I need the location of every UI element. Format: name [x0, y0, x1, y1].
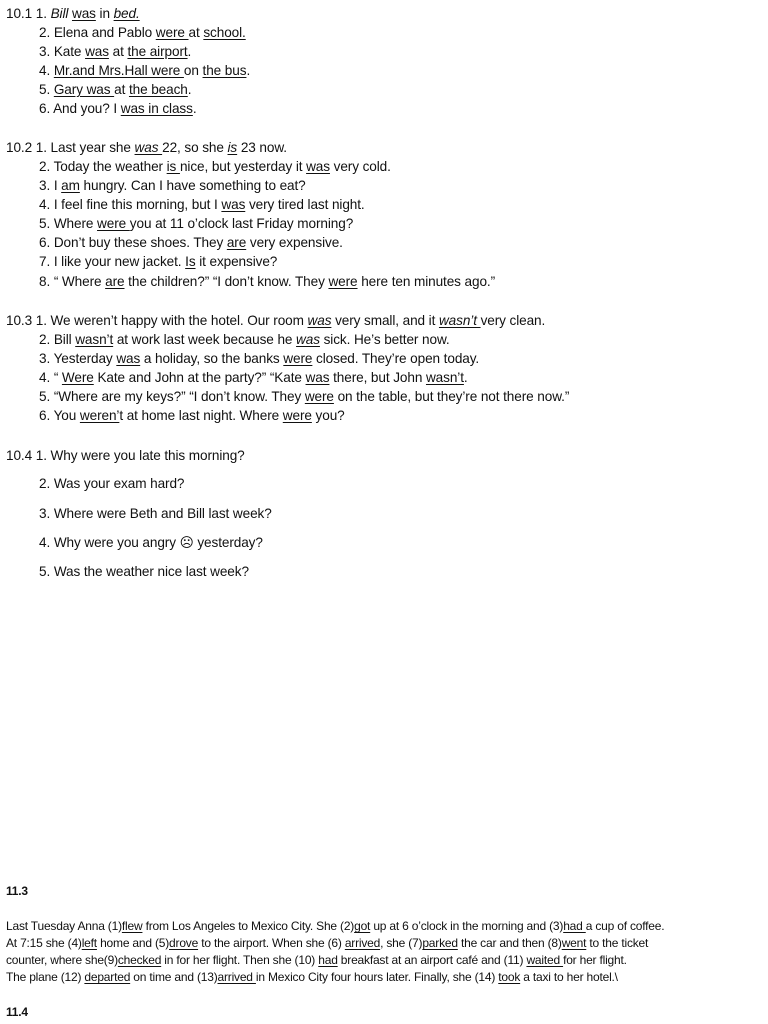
exercise-10-2-line-6: [39, 233, 343, 252]
answer-word: flew: [121, 919, 143, 933]
text-fragment: in for her flight. Then she (10): [161, 953, 319, 967]
answer-word: arrived: [217, 970, 256, 984]
answer-word: were: [304, 389, 334, 404]
text-fragment: the car and then (8): [457, 936, 562, 950]
text-fragment: t at home last night. Where: [119, 408, 283, 423]
text-fragment: a cup of coffee.: [585, 919, 665, 933]
answer-word: are: [226, 235, 247, 250]
answer-word: went: [561, 936, 587, 950]
text-fragment: a taxi to her hotel.\: [520, 970, 618, 984]
text-fragment: at work last week because he: [113, 332, 297, 347]
answer-word: is: [166, 159, 180, 174]
text-fragment: very tired last night.: [245, 197, 365, 212]
answer-word: was: [134, 140, 163, 155]
text-fragment: here ten minutes ago.”: [357, 274, 496, 289]
answer-word: was: [305, 370, 330, 385]
exercise-10-3-line-1: [6, 311, 545, 330]
answer-word: bed.: [113, 6, 140, 21]
exercise-10-1-line-2: [39, 23, 246, 42]
answer-word: was: [306, 159, 330, 174]
exercise-10-2-line-2: [39, 157, 391, 176]
exercise-10-2-line-7: [39, 252, 277, 271]
answer-word: were: [282, 408, 312, 423]
text-fragment: Bill: [50, 6, 69, 21]
answer-word: departed: [84, 970, 131, 984]
answer-word: wasn’t: [438, 313, 481, 328]
exercise-10-3-line-3: [39, 349, 479, 368]
answer-word: had: [563, 919, 586, 933]
answer-word: was: [296, 332, 320, 347]
text-fragment: a holiday, so the banks: [140, 351, 284, 366]
answer-word: school.: [203, 25, 246, 40]
answer-word: wasn’t: [75, 332, 114, 347]
text-fragment: Kate and John at the party?” “Kate: [93, 370, 306, 385]
answer-word: Mr.and Mrs.Hall were: [53, 63, 184, 78]
answer-word: were: [328, 274, 358, 289]
text-fragment: .: [187, 82, 192, 97]
text-fragment: Last Tuesday Anna (1): [6, 919, 122, 933]
text-fragment: to the ticket: [586, 936, 649, 950]
text-fragment: 4. I feel fine this morning, but I: [39, 197, 222, 212]
text-fragment: in Mexico City four hours later. Finally, she (14): [255, 970, 499, 984]
text-fragment: 5.: [39, 82, 54, 97]
text-fragment: closed. They’re open today.: [312, 351, 480, 366]
text-fragment: 7. I like your new jacket.: [39, 254, 186, 269]
text-fragment: sick. He’s better now.: [319, 332, 450, 347]
text-fragment: .: [192, 101, 197, 116]
answer-word: was: [116, 351, 141, 366]
text-fragment: home and (5): [96, 936, 170, 950]
exercise-11-4-heading: 11.4: [6, 1005, 28, 1019]
text-fragment: 6. You: [39, 408, 80, 423]
exercise-10-1-line-3: [39, 42, 191, 61]
text-fragment: .: [246, 63, 251, 78]
answer-word: was: [221, 197, 246, 212]
text-fragment: you?: [311, 408, 345, 423]
text-fragment: for her flight.: [563, 953, 627, 967]
answer-word: weren’: [79, 408, 120, 423]
text-fragment: 2. Bill: [39, 332, 76, 347]
answer-word: Were: [61, 370, 94, 385]
exercise-10-4-line-5: [39, 562, 249, 581]
answer-word: took: [498, 970, 521, 984]
text-fragment: 10.1 1.: [6, 6, 51, 21]
text-fragment: very expensive.: [246, 235, 343, 250]
text-fragment: at: [188, 25, 204, 40]
answer-word: were: [283, 351, 313, 366]
exercise-11-3-line-2: [6, 935, 648, 952]
text-fragment: the children?” “I don’t know. They: [124, 274, 329, 289]
text-fragment: at: [108, 44, 128, 59]
answer-word: was: [71, 6, 96, 21]
answer-word: Is: [185, 254, 196, 269]
text-fragment: up at 6 o’clock in the morning and (3): [370, 919, 564, 933]
answer-word: the bus: [202, 63, 247, 78]
text-fragment: breakfast at an airport café and (11): [337, 953, 527, 967]
text-fragment: 22, so she: [162, 140, 228, 155]
text-fragment: .: [463, 370, 468, 385]
exercise-10-1-line-1: [6, 4, 140, 23]
text-fragment: 5. Where: [39, 216, 98, 231]
exercise-10-1-line-4: [39, 61, 250, 80]
answer-word: had: [318, 953, 338, 967]
text-fragment: very cold.: [329, 159, 391, 174]
exercise-10-3-line-5: [39, 387, 569, 406]
text-fragment: it expensive?: [195, 254, 278, 269]
text-fragment: 23 now.: [237, 140, 287, 155]
text-fragment: 3. Yesterday: [39, 351, 117, 366]
answer-word: was: [85, 44, 109, 59]
text-fragment: in: [95, 6, 114, 21]
text-fragment: very small, and it: [331, 313, 439, 328]
text-fragment: on: [183, 63, 203, 78]
text-fragment: 2. Elena and Pablo: [39, 25, 156, 40]
text-fragment: 4.: [39, 63, 54, 78]
text-fragment: 2. Today the weather: [39, 159, 167, 174]
answer-word: the airport: [127, 44, 188, 59]
exercise-10-2-line-4: [39, 195, 365, 214]
exercise-11-3-line-1: [6, 918, 664, 935]
exercise-10-4-line-3: [39, 504, 272, 523]
answer-word: drove: [169, 936, 199, 950]
text-fragment: , she (7): [380, 936, 423, 950]
text-fragment: you at 11 o’clock last Friday morning?: [129, 216, 354, 231]
exercise-10-4-line-2: [39, 474, 184, 493]
text-fragment: 4. Why were you angry ☹ yesterday?: [39, 535, 263, 550]
exercise-10-1-line-5: [39, 80, 191, 99]
exercise-11-3-line-3: [6, 952, 627, 969]
text-fragment: to the airport. When she (6): [198, 936, 345, 950]
text-fragment: there, but John: [329, 370, 426, 385]
text-fragment: 10.3 1. We weren’t happy with the hotel. Our room: [6, 313, 308, 328]
answer-word: arrived: [344, 936, 381, 950]
text-fragment: very clean.: [480, 313, 546, 328]
text-fragment: on time and (13): [130, 970, 218, 984]
text-fragment: At 7:15 she (4): [6, 936, 82, 950]
exercise-11-3-line-4: [6, 969, 618, 986]
exercise-11-3-heading: 11.3: [6, 884, 28, 898]
text-fragment: 3. I: [39, 178, 62, 193]
exercise-10-2-line-5: [39, 214, 353, 233]
exercise-10-2-line-1: [6, 138, 287, 157]
text-fragment: 2. Was your exam hard?: [39, 476, 185, 491]
exercise-10-3-line-2: [39, 330, 450, 349]
text-fragment: 3. Kate: [39, 44, 86, 59]
exercise-10-3-line-4: [39, 368, 468, 387]
answer-word: the beach: [128, 82, 188, 97]
text-fragment: on the table, but they’re not there now.”: [333, 389, 570, 404]
text-fragment: 6. And you? I: [39, 101, 121, 116]
answer-word: checked: [117, 953, 162, 967]
exercise-10-3-line-6: [39, 406, 345, 425]
answer-word: was: [307, 313, 332, 328]
text-fragment: nice, but yesterday it: [179, 159, 307, 174]
text-fragment: 6. Don’t buy these shoes. They: [39, 235, 227, 250]
answer-word: got: [354, 919, 371, 933]
text-fragment: 4. “: [39, 370, 62, 385]
text-fragment: .: [187, 44, 192, 59]
answer-word: were: [97, 216, 130, 231]
answer-word: left: [81, 936, 97, 950]
exercise-10-2-line-3: [39, 176, 306, 195]
exercise-10-2-line-8: [39, 272, 495, 291]
answer-word: are: [105, 274, 125, 289]
exercise-10-4-line-1: [6, 446, 245, 465]
answer-word: were: [155, 25, 189, 40]
answer-word: am: [61, 178, 80, 193]
text-fragment: 10.4 1. Why were you late this morning?: [6, 448, 245, 463]
exercise-10-1-line-6: [39, 99, 197, 118]
answer-word: was in class: [120, 101, 193, 116]
text-fragment: 5. “Where are my keys?” “I don’t know. They: [39, 389, 305, 404]
text-fragment: 3. Where were Beth and Bill last week?: [39, 506, 272, 521]
text-fragment: The plane (12): [6, 970, 85, 984]
text-fragment: 10.2 1. Last year she: [6, 140, 135, 155]
text-fragment: hungry. Can I have something to eat?: [79, 178, 306, 193]
answer-word: wasn’t: [425, 370, 464, 385]
answer-word: waited: [526, 953, 564, 967]
exercise-10-4-line-4: [39, 533, 263, 552]
text-fragment: 5. Was the weather nice last week?: [39, 564, 249, 579]
text-fragment: from Los Angeles to Mexico City. She (2): [142, 919, 355, 933]
text-fragment: counter, where she(9): [6, 953, 118, 967]
answer-word: is: [227, 140, 238, 155]
text-fragment: 8. “ Where: [39, 274, 106, 289]
answer-word: parked: [422, 936, 458, 950]
answer-word: Gary was: [53, 82, 115, 97]
text-fragment: at: [114, 82, 129, 97]
